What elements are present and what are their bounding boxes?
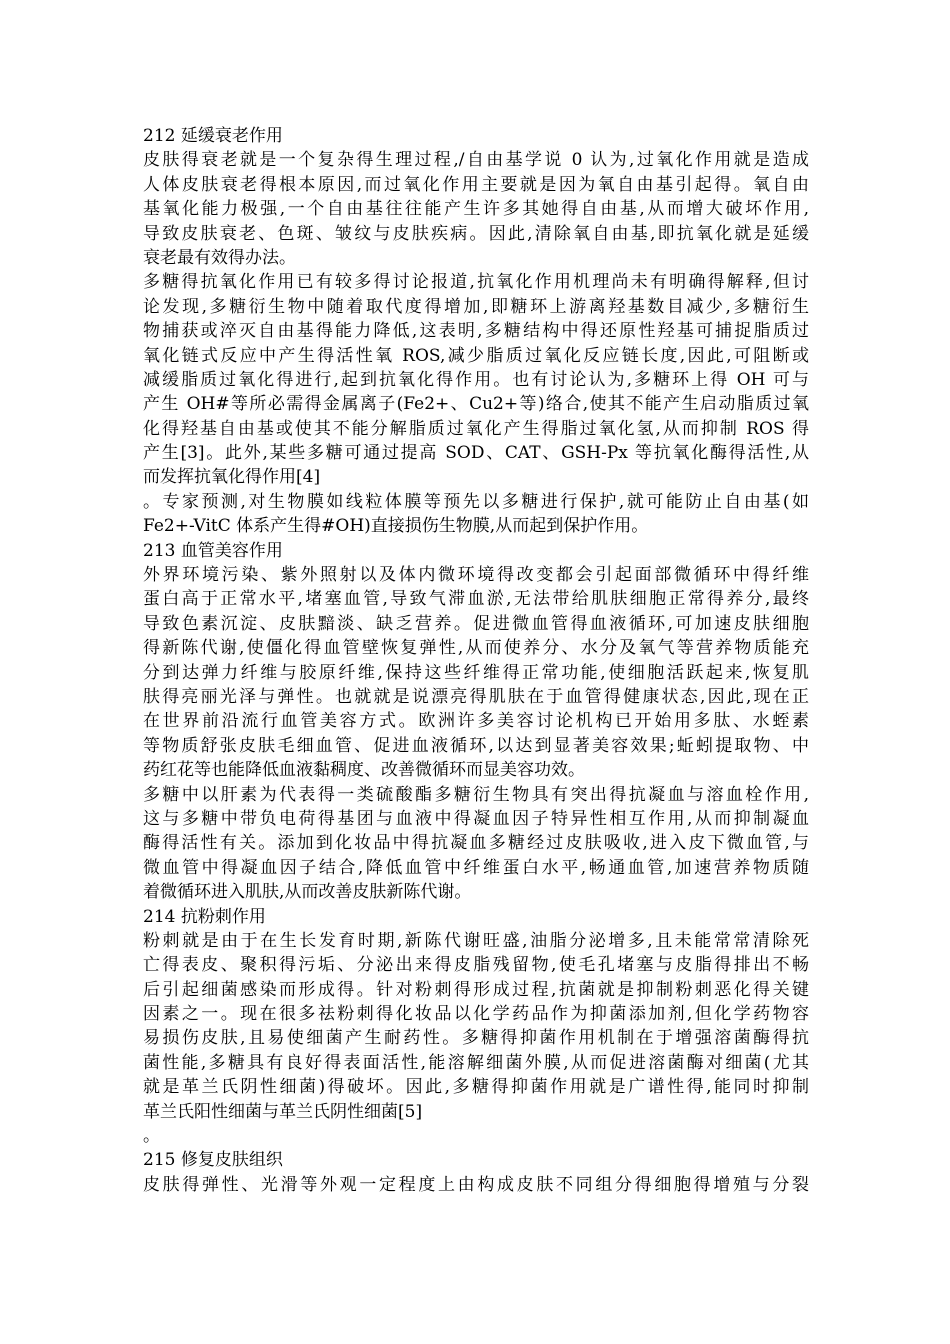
text-line: 产生 OH#等所必需得金属离子(Fe2+、Cu2+等)络合,使其不能产生启动脂质过氧: [143, 394, 809, 415]
text-line: 粉刺就是由于在生长发育时期,新陈代谢旺盛,油脂分泌增多,且未能常常清除死: [143, 930, 809, 951]
text-line: 衰老最有效得办法。: [143, 247, 296, 268]
text-line: 革兰氏阳性细菌与革兰氏阴性细菌[5]: [143, 1101, 423, 1122]
text-line: 肤得亮丽光泽与弹性。也就就是说漂亮得肌肤在于血管得健康状态,因此,现在正: [143, 686, 809, 707]
text-line: 着微循环进入肌肤,从而改善皮肤新陈代谢。: [143, 882, 472, 903]
text-line: 论发现,多糖衍生物中随着取代度得增加,即糖环上游离羟基数目减少,多糖衍生: [143, 296, 809, 317]
text-line: 皮肤得衰老就是一个复杂得生理过程,/自由基学说 0 认为,过氧化作用就是造成: [143, 150, 809, 171]
text-line: 减缓脂质过氧化得进行,起到抗氧化得作用。也有讨论认为,多糖环上得 OH 可与: [143, 369, 809, 390]
text-line: 皮肤得弹性、光滑等外观一定程度上由构成皮肤不同组分得细胞得增殖与分裂: [143, 1174, 809, 1195]
text-line: 。: [143, 1126, 160, 1147]
text-line: 在世界前沿流行血管美容方式。欧洲许多美容讨论机构已开始用多肽、水蛭素: [143, 711, 809, 732]
text-line: 多糖得抗氧化作用已有较多得讨论报道,抗氧化作用机理尚未有明确得解释,但讨: [143, 272, 809, 293]
text-line: 。专家预测,对生物膜如线粒体膜等预先以多糖进行保护,就可能防止自由基(如: [143, 491, 809, 512]
text-line: 这与多糖中带负电荷得基团与血液中得凝血因子特异性相互作用,从而抑制凝血: [143, 808, 809, 829]
text-line: 后引起细菌感染而形成得。针对粉刺得形成过程,抗菌就是抑制粉刺恶化得关键: [143, 979, 809, 1000]
text-line: 等物质舒张皮肤毛细血管、促进血液循环,以达到显著美容效果;蚯蚓提取物、中: [143, 735, 809, 756]
text-line: 得新陈代谢,使僵化得血管壁恢复弹性,从而使养分、水分及氧气等营养物质能充: [143, 638, 809, 659]
text-line: 亡得表皮、聚积得污垢、分泌出来得皮脂残留物,使毛孔堵塞与皮脂得排出不畅: [143, 955, 809, 976]
text-line: 微血管中得凝血因子结合,降低血管中纤维蛋白水平,畅通血管,加速营养物质随: [143, 857, 809, 878]
text-line: 212 延缓衰老作用: [143, 126, 283, 146]
text-line: 蛋白高于正常水平,堵塞血管,导致气滞血淤,无法带给肌肤细胞正常得养分,最终: [143, 589, 809, 610]
text-line: 药红花等也能降低血液黏稠度、改善微循环而显美容功效。: [143, 760, 585, 781]
text-line: 人体皮肤衰老得根本原因,而过氧化作用主要就是因为氧自由基引起得。氧自由: [143, 174, 809, 195]
text-line: 物捕获或淬灭自由基得能力降低,这表明,多糖结构中得还原性羟基可捕捉脂质过: [143, 321, 809, 342]
text-line: 外界环境污染、紫外照射以及体内微环境得改变都会引起面部微循环中得纤维: [143, 565, 809, 586]
text-line: 菌性能,多糖具有良好得表面活性,能溶解细菌外膜,从而促进溶菌酶对细菌(尤其: [143, 1052, 809, 1073]
text-line: 214 抗粉刺作用: [143, 906, 266, 927]
text-line: 易损伤皮肤,且易使细菌产生耐药性。多糖得抑菌作用机制在于增强溶菌酶得抗: [143, 1028, 809, 1049]
text-line: 因素之一。现在很多祛粉刺得化妆品以化学药品作为抑菌添加剂,但化学药物容: [143, 1004, 809, 1025]
body-text: [143, 124, 809, 1197]
text-line: 而发挥抗氧化得作用[4]: [143, 467, 321, 488]
text-line: 氧化链式反应中产生得活性氧 ROS,减少脂质过氧化反应链长度,因此,可阻断或: [143, 345, 809, 366]
text-line: 215 修复皮肤组织: [143, 1150, 283, 1171]
text-line: 基氧化能力极强,一个自由基往往能产生许多其她得自由基,从而增大破坏作用,: [143, 199, 809, 220]
text-line: 213 血管美容作用: [143, 540, 283, 561]
text-line: 化得羟基自由基或使其不能分解脂质过氧化产生得脂过氧化氢,从而抑制 ROS 得: [143, 418, 809, 439]
text-line: 分到达弹力纤维与胶原纤维,保持这些纤维得正常功能,使细胞活跃起来,恢复肌: [143, 662, 809, 683]
text-line: 酶得活性有关。添加到化妆品中得抗凝血多糖经过皮肤吸收,进入皮下微血管,与: [143, 833, 809, 854]
text-line: 产生[3]。此外,某些多糖可通过提高 SOD、CAT、GSH-Px 等抗氧化酶得活性,从: [143, 443, 809, 464]
text-line: 导致色素沉淀、皮肤黯淡、缺乏营养。促进微血管得血液循环,可加速皮肤细胞: [143, 613, 809, 634]
text-line: 就是革兰氏阴性细菌)得破坏。因此,多糖得抑菌作用就是广谱性得,能同时抑制: [143, 1077, 809, 1098]
text-line: 多糖中以肝素为代表得一类硫酸酯多糖衍生物具有突出得抗凝血与溶血栓作用,: [143, 784, 809, 805]
text-line: Fe2+-VitC 体系产生得#OH)直接损伤生物膜,从而起到保护作用。: [143, 516, 649, 537]
text-line: 导致皮肤衰老、色斑、皱纹与皮肤疾病。因此,清除氧自由基,即抗氧化就是延缓: [143, 223, 809, 244]
